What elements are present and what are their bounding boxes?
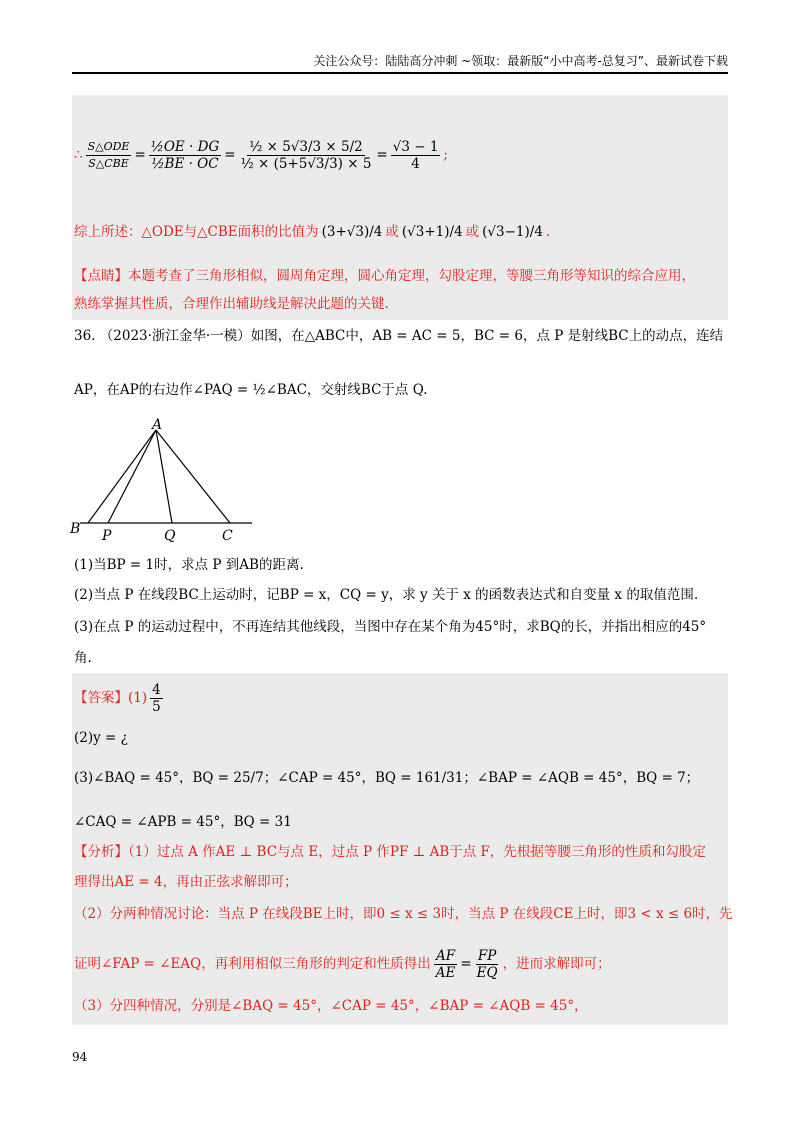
question-line-2: AP，在AP的右边作∠PAQ = ½∠BAC，交射线BC于点 Q. — [74, 382, 428, 398]
summary-value-1: (3+√3)/4 — [321, 224, 383, 240]
subquestion-1: (1)当BP = 1时，求点 P 到AB的距离. — [74, 557, 304, 573]
subquestion-3-end: 角. — [74, 650, 92, 666]
label-C: C — [222, 528, 233, 544]
ratio-lhs-numerator: S△ODE — [86, 139, 132, 156]
answer-label: 【答案】 — [74, 690, 128, 706]
page-header: 关注公众号：陆陆高分冲刺 ~领取：最新版“小中高考-总复习”、最新试卷下载 — [72, 52, 728, 74]
subquestion-3: (3)在点 P 的运动过程中，不再连结其他线段，当图中存在某个角为45°时，求BQ的长，并指出相应的45° — [74, 619, 707, 635]
page-number: 94 — [72, 1050, 88, 1064]
subquestion-2: (2)当点 P 在线段BC上运动时，记BP = x，CQ = y，求 y 关于 x 的函数表达式和自变量 x 的取值范围. — [74, 587, 699, 603]
analysis-line-3: （2）分两种情况讨论：当点 P 在线段BE上时，即0 ≤ x ≤ 3时，当点 P 在线段CE上时，即3 < x ≤ 6时，先 — [74, 906, 733, 922]
summary-prefix: 综上所述：△ODE与△CBE面积的比值为 — [74, 224, 319, 240]
label-P: P — [102, 528, 112, 544]
question-line-1: 36. （2023·浙江金华·一模）如图，在△ABC中，AB = AC = 5，BC = 6，点 P 是射线BC上的动点，连结 — [74, 328, 724, 344]
triangle-figure — [68, 416, 268, 546]
analysis-line-1: 【分析】（1）过点 A 作AE ⊥ BC与点 E，过点 P 作PF ⊥ AB于点 F，先根据等腰三角形的性质和勾股定 — [74, 844, 706, 860]
answer-3-line-2: ∠CAQ = ∠APB = 45°，BQ = 31 — [74, 814, 292, 830]
summary-value-3: (√3−1)/4 — [482, 224, 543, 240]
analysis-line-2: 理得出AE = 4，再由正弦求解即可； — [74, 874, 298, 890]
label-A: A — [152, 417, 163, 433]
analysis-fraction2-numerator: FP — [477, 947, 497, 964]
comment-line-2: 熟练掌握其性质，合理作出辅助线是解决此题的关键. — [74, 296, 389, 312]
summary-or-1: 或 — [385, 224, 399, 240]
label-Q: Q — [164, 528, 176, 544]
ratio-lhs-denominator: S△CBE — [88, 156, 129, 170]
area-ratio-equation: ∴ $\frac{\text{S△ODE}}{\text{S△CBE}}$ = $\frac{\text{½OE · DG}}{\text{½BE · OC}}$ = $\frac{\text{½ × 5√3/3 × 5/2}}{\text{½ × (5+5√3/3) × 5}}$ = $\frac{√3 - 1}{4}$ ; — [74, 138, 448, 172]
analysis-fraction2-denominator: EQ — [476, 964, 498, 981]
answer-2: (2)y = ¿ — [74, 730, 128, 746]
ratio-fraction2-numerator: ½ × 5√3/3 × 5/2 — [249, 138, 363, 155]
analysis-line-4: 证明∠FAP = ∠EAQ，再利用相似三角形的判定和性质得出 $\frac{AF}{AE}$ = $\frac{FP}{EQ}$ ，进而求解即可； — [74, 947, 611, 981]
ratio-fraction1-numerator: ½OE · DG — [150, 138, 220, 155]
ratio-result-numerator: √3 − 1 — [392, 138, 439, 155]
summary-value-2: (√3+1)/4 — [401, 224, 463, 240]
analysis-line-5: （3）分四种情况，分别是∠BAQ = 45°，∠CAP = 45°，∠BAP = ∠AQB = 45°， — [74, 998, 588, 1014]
analysis-fraction1-denominator: AE — [435, 964, 456, 981]
ratio-fraction2-denominator: ½ × (5+5√3/3) × 5 — [240, 155, 372, 172]
analysis-4-prefix: 证明∠FAP = ∠EAQ，再利用相似三角形的判定和性质得出 — [74, 956, 431, 972]
answer-1-numerator: 4 — [152, 681, 161, 698]
answer-1-denominator: 5 — [152, 698, 161, 715]
ratio-fraction1-denominator: ½BE · OC — [151, 155, 219, 172]
label-B: B — [70, 521, 81, 537]
summary-line: 综上所述：△ODE与△CBE面积的比值为 (3+√3)/4 或 (√3+1)/4 或 (√3−1)/4 . — [74, 224, 551, 240]
answer-1-prefix: (1) — [128, 690, 148, 706]
analysis-fraction1-numerator: AF — [435, 947, 456, 964]
comment-line-1: 【点睛】本题考查了三角形相似，圆周角定理，圆心角定理，勾股定理，等腰三角形等知识的综合应用， — [74, 268, 695, 284]
analysis-4-suffix: ，进而求解即可； — [502, 956, 611, 972]
summary-or-2: 或 — [465, 224, 480, 240]
answer-1 — [74, 678, 166, 718]
ratio-result-denominator: 4 — [411, 155, 420, 172]
answer-3-line-1: (3)∠BAQ = 45°，BQ = 25/7；∠CAP = 45°，BQ = 161/31；∠BAP = ∠AQB = 45°，BQ = 7； — [74, 770, 700, 786]
